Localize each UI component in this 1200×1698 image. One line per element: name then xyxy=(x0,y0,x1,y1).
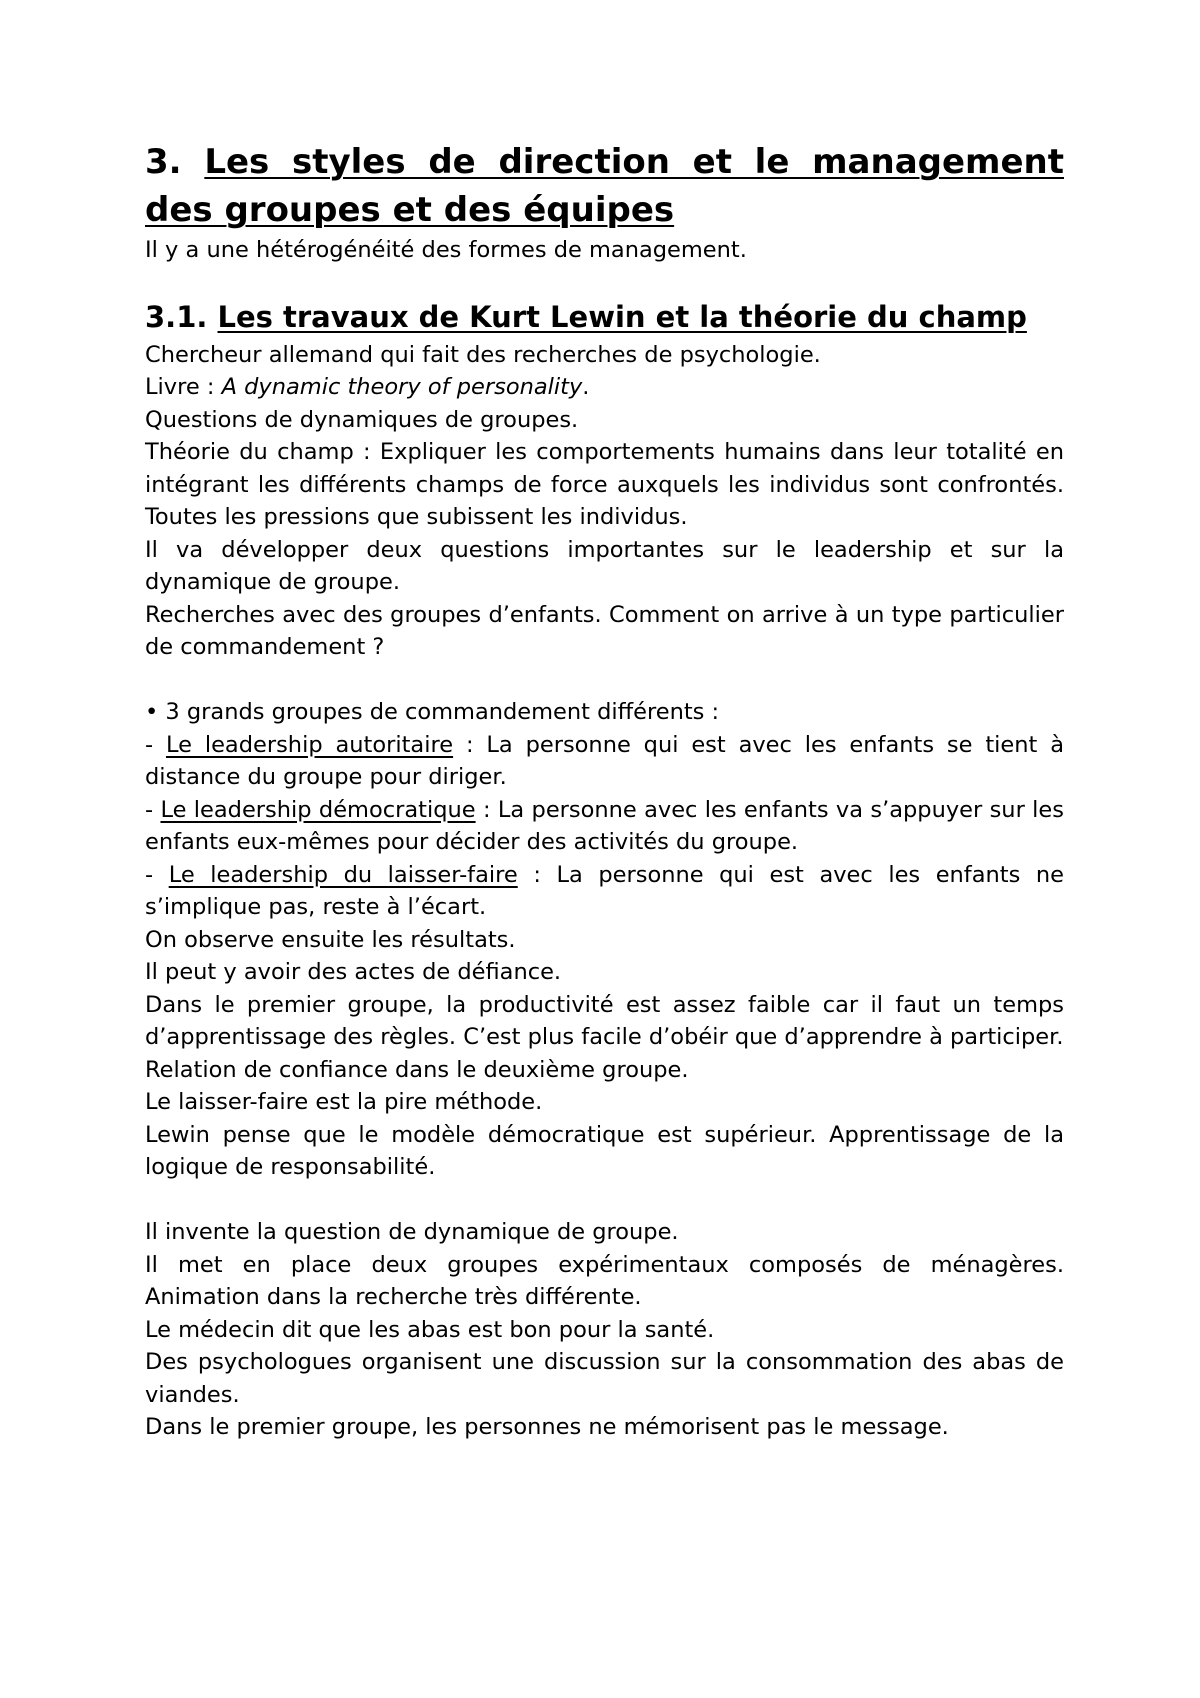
paragraph-book xyxy=(145,371,1064,404)
section-3-intro: Il y a une hétérogénéité des formes de management. xyxy=(145,237,747,263)
item-desc: : La personne avec les enfants va s’appuyer sur les enfants eux-mêmes pour décider des activités du groupe. xyxy=(145,796,1064,855)
results-defiance: Il peut y avoir des actes de défiance. xyxy=(145,959,562,985)
results-first-group: Dans le premier groupe, la productivité est assez faible car il faut un temps d’apprentissage des règles. C’est plus facile d’obéir que d’apprendre à participer. xyxy=(145,991,1064,1050)
dynamics-experiment: Il met en place deux groupes expérimentaux composés de ménagères. Animation dans la recherche très différente. xyxy=(145,1251,1064,1310)
groups-heading: • 3 grands groupes de commandement différents : xyxy=(145,699,720,725)
item-term: Le leadership autoritaire xyxy=(165,731,454,758)
book-end: . xyxy=(582,374,590,400)
item-dash: - xyxy=(145,731,166,758)
dynamics-invent: Il invente la question de dynamique de groupe. xyxy=(145,1219,679,1245)
results-laisser-faire: Le laisser-faire est la pire méthode. xyxy=(145,1089,543,1115)
paragraph-leadership-questions: Il va développer deux questions importantes sur le leadership et sur la dynamique de groupe. xyxy=(145,536,1064,595)
item-dash: - xyxy=(145,796,161,823)
results-second-group: Relation de confiance dans le deuxième groupe. xyxy=(145,1056,689,1083)
item-term: Le leadership du laisser-faire xyxy=(168,861,518,888)
paragraph-dynamics-questions: Questions de dynamiques de groupes. xyxy=(145,406,579,433)
leadership-item-laisser-faire xyxy=(145,859,1064,924)
item-dash: - xyxy=(145,861,169,888)
item-term: Le leadership démocratique xyxy=(160,796,476,823)
dynamics-first-group: Dans le premier groupe, les personnes ne mémorisent pas le message. xyxy=(145,1414,949,1440)
spacer xyxy=(145,1184,1064,1217)
book-label: Livre : xyxy=(145,374,222,400)
section-3-title: Les styles de direction et le management des groupes et des équipes xyxy=(145,142,1064,230)
section-3-1-heading xyxy=(145,297,1064,337)
results-observe: On observe ensuite les résultats. xyxy=(145,926,516,953)
paragraph-children-research: Recherches avec des groupes d’enfants. Comment on arrive à un type particulier de commandement ? xyxy=(145,601,1064,660)
dynamics-doctor: Le médecin dit que les abas est bon pour la santé. xyxy=(145,1316,715,1343)
leadership-item-authoritarian xyxy=(145,729,1064,794)
section-3-heading xyxy=(145,138,1064,234)
results-democratic: Lewin pense que le modèle démocratique est supérieur. Apprentissage de la logique de responsabilité. xyxy=(145,1121,1064,1180)
book-title: A dynamic theory of personality xyxy=(221,374,583,400)
dynamics-psychologists: Des psychologues organisent une discussion sur la consommation des abas de viandes. xyxy=(145,1349,1064,1408)
item-desc: : La personne qui est avec les enfants ne s’implique pas, reste à l’écart. xyxy=(145,861,1064,920)
spacer xyxy=(145,664,1064,697)
leadership-item-democratic xyxy=(145,794,1064,859)
section-3-1-number: 3.1. xyxy=(145,299,208,334)
item-desc: : La personne qui est avec les enfants se tient à distance du groupe pour diriger. xyxy=(145,731,1064,790)
section-3-number: 3. xyxy=(145,142,182,182)
paragraph-researcher: Chercheur allemand qui fait des recherches de psychologie. xyxy=(145,341,821,368)
paragraph-field-theory: Théorie du champ : Expliquer les comportements humains dans leur totalité en intégrant les différents champs de force auxquels les individus sont confrontés. Toutes les pressions que subissent les individus. xyxy=(145,439,1064,530)
section-3-1-title: Les travaux de Kurt Lewin et la théorie du champ xyxy=(217,299,1027,334)
